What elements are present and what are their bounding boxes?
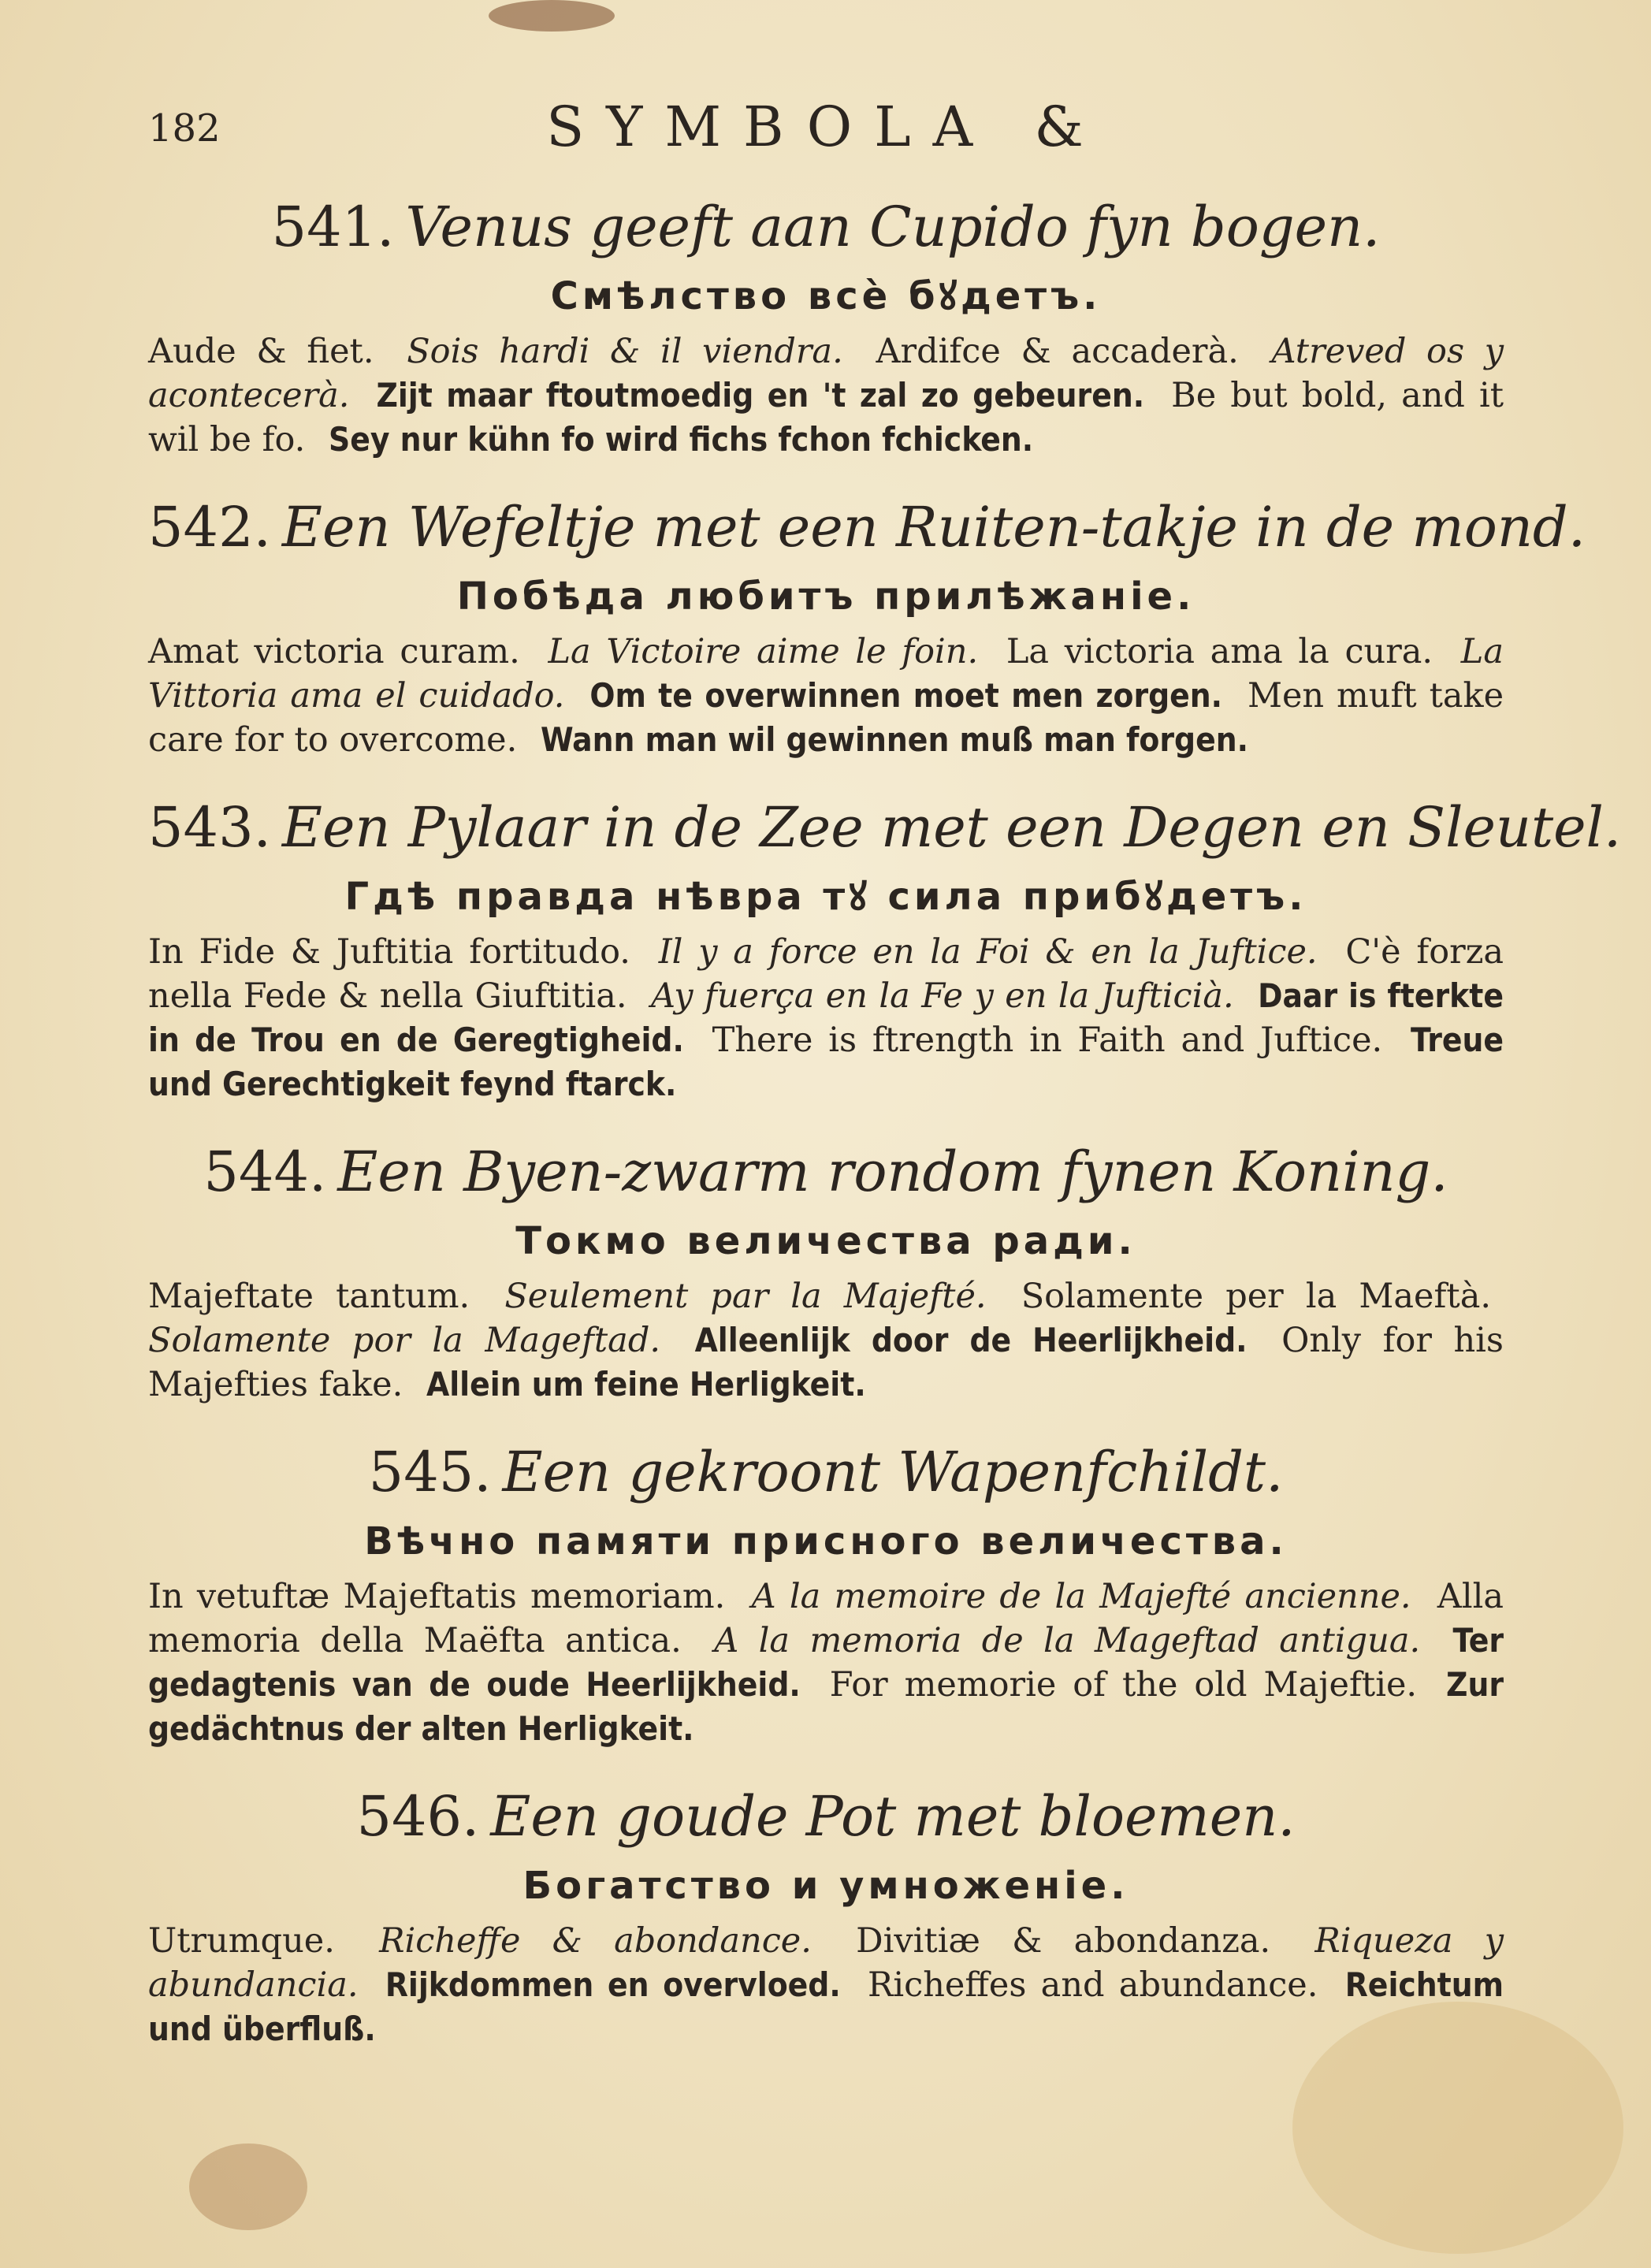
translation-blackletter: Reichtum und überfluß. bbox=[148, 1965, 1504, 2048]
motto-translations bbox=[148, 630, 1504, 762]
translation-blackletter: Sey nur kühn fo wird fichs fchon fchicken. bbox=[329, 420, 1034, 459]
translation-roman: Alla memoria della Maëfta antica. bbox=[148, 1577, 1504, 1660]
translation-roman: Utrumque. bbox=[148, 1921, 335, 1961]
translation-roman: Solamente per la Maeftà. bbox=[1021, 1277, 1491, 1316]
slavonic-motto: Токмо величества ради. bbox=[515, 1219, 1136, 1263]
translation-italic: Sois hardi & il viendra. bbox=[407, 332, 843, 371]
entry-title-text: Een Wefeltje met een Ruiten-takje in de mond. bbox=[281, 495, 1586, 560]
emblem-entry bbox=[148, 792, 1622, 1106]
motto-translations bbox=[148, 330, 1504, 462]
translation-roman: There is ftrength in Faith and Juftice. bbox=[712, 1021, 1383, 1060]
running-head bbox=[148, 75, 1504, 162]
translation-blackletter: Alleenlijk door de Heerlijkheid. bbox=[694, 1321, 1248, 1359]
translation-blackletter: Allein um feine Herligkeit. bbox=[426, 1365, 866, 1404]
translation-italic: A la memoria de la Mageftad antigua. bbox=[714, 1621, 1421, 1660]
translation-roman: In vetuftæ Majeftatis memoriam. bbox=[148, 1577, 726, 1616]
translation-italic: Ay fuerça en la Fe y en la Jufticià. bbox=[651, 976, 1234, 1016]
motto-translations bbox=[148, 1920, 1504, 2051]
slavonic-motto: Гдѣ правда нѣвра тꙋ сила прибꙋдетъ. bbox=[344, 875, 1307, 919]
page-number: 182 bbox=[148, 106, 221, 151]
slavonic-motto: Вѣчно памяти присного величества. bbox=[364, 1519, 1288, 1563]
translation-roman: Divitiæ & abondanza. bbox=[856, 1921, 1271, 1961]
translation-roman: For memorie of the old Majeftie. bbox=[829, 1665, 1418, 1705]
translation-blackletter: Om te overwinnen moet men zorgen. bbox=[589, 676, 1223, 715]
translation-blackletter: Daar is fterkte in de Trou en de Geregtigheid. bbox=[148, 976, 1504, 1059]
motto-translations bbox=[148, 931, 1504, 1106]
translation-roman: Only for his Majefties fake. bbox=[148, 1321, 1504, 1404]
translation-italic: Riqueza y abundancia. bbox=[148, 1921, 1504, 2005]
emblem-entry bbox=[148, 1437, 1504, 1751]
translation-roman: La victoria ama la cura. bbox=[1006, 632, 1433, 671]
paper-stain bbox=[489, 0, 615, 32]
translation-italic: Atreved os y acontecerà. bbox=[148, 332, 1504, 415]
translation-roman: In Fide & Juftitia fortitudo. bbox=[148, 932, 630, 972]
translation-roman: Amat victoria curam. bbox=[148, 632, 520, 671]
translation-roman: Ardifce & accaderà. bbox=[876, 332, 1239, 371]
emblem-entry bbox=[148, 1781, 1504, 2051]
translation-blackletter: Treue und Gerechtigkeit feynd ftarck. bbox=[148, 1021, 1504, 1103]
emblem-entry bbox=[148, 492, 1586, 762]
translation-blackletter: Ter gedagtenis van de oude Heerlijkheid. bbox=[148, 1621, 1504, 1704]
entry-title bbox=[148, 1136, 1504, 1207]
translation-blackletter: Zur gedächtnus der alten Herligkeit. bbox=[148, 1665, 1504, 1748]
slavonic-motto: Побѣда любитъ прилѣжаніе. bbox=[456, 574, 1195, 619]
entry-number: 545. bbox=[368, 1440, 492, 1504]
entry-title-text: Een gekroont Wapenfchildt. bbox=[502, 1440, 1284, 1504]
translation-blackletter: Rijkdommen en overvloed. bbox=[385, 1965, 841, 2004]
entry-title-text: Venus geeft aan Cupido fyn bogen. bbox=[405, 195, 1381, 259]
page bbox=[148, 75, 1622, 2051]
translation-italic: La Victoire aime le foin. bbox=[548, 632, 979, 671]
translation-italic: Solamente por la Mageftad. bbox=[148, 1321, 661, 1360]
entry-title-text: Een Pylaar in de Zee met een Degen en Sleutel. bbox=[281, 795, 1622, 860]
translation-blackletter: Zijt maar ftoutmoedig en 't zal zo gebeuren. bbox=[376, 376, 1145, 415]
entry-number: 544. bbox=[203, 1140, 327, 1204]
translation-roman: Men muft take care for to overcome. bbox=[148, 676, 1504, 760]
translation-roman: C'è forza nella Fede & nella Giuftitia. bbox=[148, 932, 1504, 1016]
translation-roman: Aude & fiet. bbox=[148, 332, 374, 371]
entry-title bbox=[148, 1781, 1504, 1852]
entry-title-text: Een goude Pot met bloemen. bbox=[490, 1784, 1296, 1849]
entry-title bbox=[148, 792, 1622, 863]
motto-translations bbox=[148, 1575, 1504, 1751]
entry-title bbox=[148, 1437, 1504, 1508]
entry-number: 546. bbox=[356, 1784, 480, 1849]
slavonic-motto: Смѣлство всѐ бꙋдетъ. bbox=[550, 274, 1102, 318]
emblem-list bbox=[148, 191, 1622, 2051]
translation-roman: Majeftate tantum. bbox=[148, 1277, 470, 1316]
motto-translations bbox=[148, 1275, 1504, 1407]
slavonic-motto: Богатство и умноженіе. bbox=[522, 1864, 1129, 1908]
entry-title bbox=[148, 191, 1504, 262]
translation-italic: La Vittoria ama el cuidado. bbox=[148, 632, 1504, 716]
translation-roman: Be but bold, and it wil be fo. bbox=[148, 376, 1504, 459]
translation-italic: Seulement par la Majefté. bbox=[504, 1277, 987, 1316]
entry-number: 542. bbox=[148, 495, 271, 560]
emblem-entry bbox=[148, 191, 1504, 462]
emblem-entry bbox=[148, 1136, 1504, 1407]
entry-number: 541. bbox=[271, 195, 395, 259]
running-title: SYMBOLA & bbox=[546, 95, 1106, 159]
translation-roman: Richeffes and abundance. bbox=[868, 1965, 1318, 2005]
entry-title bbox=[148, 492, 1586, 563]
paper-stain bbox=[189, 2143, 307, 2230]
translation-italic: Il y a force en la Foi & en la Juftice. bbox=[658, 932, 1318, 972]
entry-title-text: Een Byen-zwarm rondom fynen Koning. bbox=[337, 1140, 1448, 1204]
translation-italic: A la memoire de la Majefté ancienne. bbox=[751, 1577, 1411, 1616]
translation-italic: Richeffe & abondance. bbox=[379, 1921, 812, 1961]
translation-blackletter: Wann man wil gewinnen muß man forgen. bbox=[540, 720, 1248, 759]
entry-number: 543. bbox=[148, 795, 271, 860]
